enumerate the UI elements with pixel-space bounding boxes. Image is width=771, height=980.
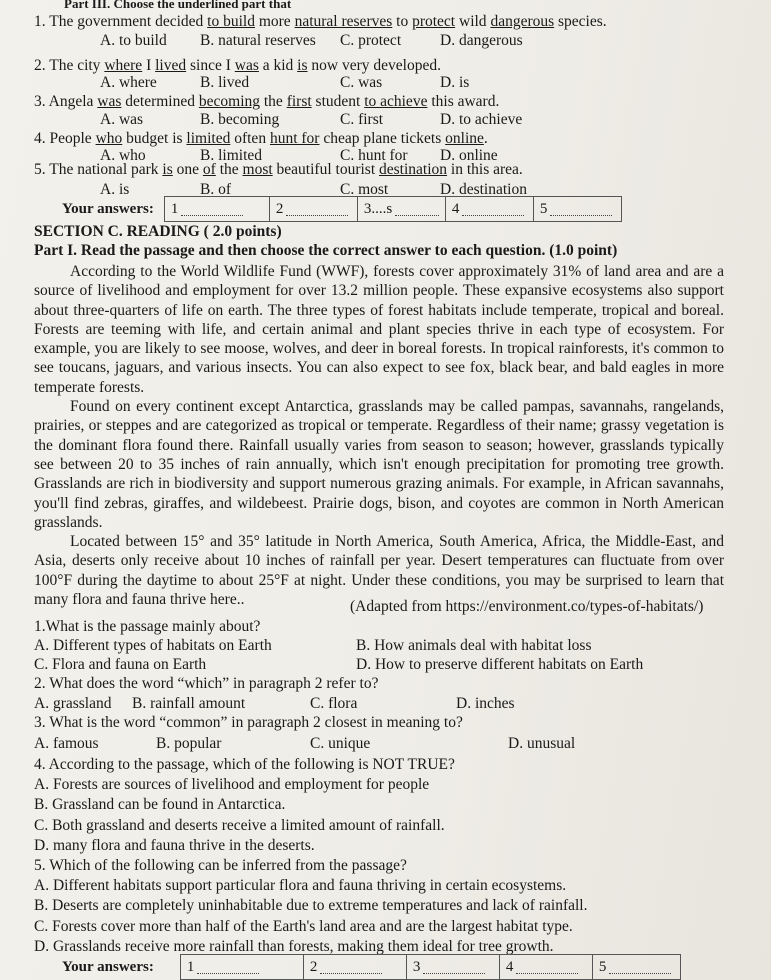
stem-text: wild bbox=[455, 13, 491, 30]
stem-text: since I bbox=[186, 57, 235, 74]
reading-option[interactable]: B. popular bbox=[156, 735, 222, 752]
underlined-part: of bbox=[202, 161, 216, 178]
answer-slot[interactable] bbox=[357, 197, 445, 221]
passage bbox=[34, 262, 724, 609]
answer-slot-number: 2 bbox=[275, 200, 284, 217]
answer-slot-number: 3....s bbox=[363, 200, 393, 217]
reading-option[interactable]: A. famous bbox=[34, 735, 99, 752]
answer-slot-number: 1 bbox=[170, 200, 179, 217]
answer-blank[interactable] bbox=[550, 203, 612, 216]
reading-option[interactable]: C. Forests cover more than half of the Earth's land area and are the largest habitat type. bbox=[34, 918, 573, 935]
stem-text: beautiful tourist bbox=[272, 161, 379, 178]
reading-option[interactable]: B. How animals deal with habitat loss bbox=[356, 637, 592, 654]
stem-text: in this area. bbox=[447, 161, 523, 178]
underlined-part: to build bbox=[207, 13, 255, 30]
stem-text: cheap plane tickets bbox=[319, 130, 446, 147]
part3-option[interactable]: C. protect bbox=[340, 32, 402, 49]
stem-text: 2. The city bbox=[34, 57, 105, 74]
paragraph-2: Found on every continent except Antarctica, grasslands may be called pampas, savannahs, rangelands, prairies, or steppes and are categorized as tropical or temperate. Regardless of their name; grassy vegetation is the dominant flora found there. Rainfall usually varies from season to season; however, grasslands typically see between 20 to 35 inches of rain annually, which isn't enough precipitation for promoting tree growth. Grasslands are rich in biodiversity and support numerous grazing animals. For example, in African savannahs, you'll find zebras, giraffes, and wildebeest. Prairie dogs, bison, and coyotes are common in North American grasslands. bbox=[34, 398, 724, 531]
answer-slot[interactable] bbox=[165, 197, 269, 221]
part3-option[interactable]: B. of bbox=[200, 181, 231, 198]
underlined-part: protect bbox=[412, 13, 456, 30]
underlined-part: was bbox=[234, 57, 259, 74]
stem-text: budget is bbox=[122, 130, 187, 147]
answer-blank[interactable] bbox=[181, 203, 243, 216]
underlined-part: lived bbox=[155, 57, 187, 74]
stem-text: 5. The national park bbox=[34, 161, 163, 178]
reading-option[interactable]: B. rainfall amount bbox=[132, 695, 246, 712]
answer-slot-number: 4 bbox=[505, 958, 514, 975]
part3-option[interactable]: D. destination bbox=[440, 181, 527, 198]
answer-blank[interactable] bbox=[197, 961, 259, 974]
underlined-part: destination bbox=[379, 161, 448, 178]
stem-text: this award. bbox=[427, 93, 500, 110]
answers-label: Your answers: bbox=[62, 958, 154, 975]
part3-option[interactable]: C. first bbox=[340, 111, 384, 128]
part3-title: Part III. Choose the underlined part that bbox=[64, 0, 292, 11]
stem-text: . bbox=[483, 130, 488, 147]
reading-option[interactable]: B. Grassland can be found in Antarctica. bbox=[34, 796, 286, 813]
part3-question bbox=[34, 92, 499, 111]
part1-heading: Part I. Read the passage and then choose the correct answer to each question. (1.0 point) bbox=[34, 242, 618, 259]
part3-question bbox=[34, 12, 607, 31]
reading-question-stem: 3. What is the word “common” in paragraph 2 closest in meaning to? bbox=[34, 714, 463, 731]
answers-label: Your answers: bbox=[62, 200, 154, 217]
part3-option[interactable]: B. becoming bbox=[200, 111, 280, 128]
reading-option[interactable]: A. grassland bbox=[34, 695, 112, 712]
answer-blank[interactable] bbox=[462, 203, 524, 216]
answer-slot-number: 3 bbox=[412, 958, 421, 975]
paragraph-3: Located between 15° and 35° latitude in North America, South America, Africa, the Middle-East, and Asia, deserts only receive about 10 inches of rainfall per year. Desert temperatures can fluctuate from over 100°F during the daytime to about 25°F at night. Under these conditions, you may be surprised to learn that many flora and fauna thrive here.. bbox=[34, 533, 724, 609]
stem-text: student bbox=[311, 93, 365, 110]
part3-option[interactable]: A. who bbox=[100, 147, 146, 164]
answer-slot[interactable] bbox=[269, 197, 357, 221]
stem-text: I bbox=[142, 57, 156, 74]
part3-option[interactable]: A. where bbox=[100, 74, 157, 91]
part3-option[interactable]: B. natural reserves bbox=[200, 32, 316, 49]
part3-option[interactable]: D. dangerous bbox=[440, 32, 523, 49]
answer-blank[interactable] bbox=[609, 961, 671, 974]
reading-option[interactable]: D. unusual bbox=[508, 735, 576, 752]
underlined-part: first bbox=[286, 93, 312, 110]
part3-option[interactable]: C. was bbox=[340, 74, 383, 91]
part3-option[interactable]: D. to achieve bbox=[440, 111, 523, 128]
stem-text: 4. People bbox=[34, 130, 96, 147]
answer-blank[interactable] bbox=[286, 203, 348, 216]
reading-option[interactable]: A. Forests are sources of livelihood and employment for people bbox=[34, 776, 430, 793]
reading-option[interactable]: C. unique bbox=[310, 735, 371, 752]
paragraph-1: According to the World Wildlife Fund (WWF), forests cover approximately 31% of land area and are a source of livelihood and employment for over 13.2 million people. These expansive ecosystems also support about three-quarters of life on earth. The three types of forest habitats include temperate, tropical and boreal. Forests are teeming with life, and certain animal and plant species thrive in each type of ecosystem. For example, you are likely to see moose, wolves, and deer in boreal forests. In tropical rainforests, it's common to see toucans, jaguars, and various insects. You can also expect to see fox, black bear, and bald eagles in more temperate forests. bbox=[34, 263, 724, 396]
reading-option[interactable]: C. Both grassland and deserts receive a limited amount of rainfall. bbox=[34, 817, 445, 834]
stem-text: 3. Angela bbox=[34, 93, 98, 110]
reading-option[interactable]: D. How to preserve different habitats on Earth bbox=[356, 656, 644, 673]
underlined-part: natural reserves bbox=[294, 13, 393, 30]
part3-option[interactable]: C. most bbox=[340, 181, 389, 198]
answer-slot-number: 5 bbox=[539, 200, 548, 217]
stem-text: determined bbox=[121, 93, 199, 110]
answer-slot-number: 2 bbox=[309, 958, 318, 975]
stem-text: the bbox=[260, 93, 287, 110]
stem-text: species. bbox=[554, 13, 607, 30]
part3-option[interactable]: D. is bbox=[440, 74, 470, 91]
reading-option[interactable]: C. Flora and fauna on Earth bbox=[34, 656, 207, 673]
underlined-part: limited bbox=[186, 130, 231, 147]
underlined-part: most bbox=[242, 161, 273, 178]
reading-option[interactable]: A. Different types of habitats on Earth bbox=[34, 637, 272, 654]
reading-option[interactable]: D. inches bbox=[456, 695, 515, 712]
reading-option[interactable]: B. Deserts are completely uninhabitable due to extreme temperatures and lack of rainfall. bbox=[34, 897, 588, 914]
underlined-part: where bbox=[104, 57, 143, 74]
part3-option[interactable]: B. limited bbox=[200, 147, 262, 164]
answer-slot-number: 4 bbox=[451, 200, 460, 217]
answer-slot-number: 5 bbox=[598, 958, 607, 975]
reading-option[interactable]: A. Different habitats support particular flora and fauna thriving in certain ecosystems. bbox=[34, 877, 567, 894]
underlined-part: is bbox=[297, 57, 308, 74]
part3-option[interactable]: C. hunt for bbox=[340, 147, 408, 164]
answer-blank[interactable] bbox=[423, 961, 485, 974]
stem-text: one bbox=[172, 161, 203, 178]
part3-option[interactable]: A. is bbox=[100, 181, 130, 198]
underlined-part: is bbox=[162, 161, 173, 178]
part3-question bbox=[34, 160, 523, 179]
underlined-part: to achieve bbox=[364, 93, 428, 110]
underlined-part: becoming bbox=[198, 93, 260, 110]
reading-option[interactable]: D. Grasslands receive more rainfall than forests, making them ideal for tree growth. bbox=[34, 938, 554, 955]
answer-slot[interactable] bbox=[445, 197, 533, 221]
answer-blank[interactable] bbox=[516, 961, 578, 974]
answer-slot-number: 1 bbox=[186, 958, 195, 975]
reading-question-stem: 1.What is the passage mainly about? bbox=[34, 618, 261, 635]
reading-question-stem: 4. According to the passage, which of the following is NOT TRUE? bbox=[34, 756, 455, 773]
answer-slot[interactable] bbox=[406, 955, 499, 979]
underlined-part: hunt for bbox=[269, 130, 320, 147]
stem-text: a kid bbox=[258, 57, 298, 74]
reading-question-stem: 2. What does the word “which” in paragraph 2 refer to? bbox=[34, 675, 379, 692]
answer-slot[interactable] bbox=[533, 197, 621, 221]
answer-slot[interactable] bbox=[181, 955, 303, 979]
stem-text: the bbox=[215, 161, 243, 178]
part3-option[interactable]: A. was bbox=[100, 111, 144, 128]
part3-answer-row bbox=[62, 196, 622, 222]
part3-option[interactable]: D. online bbox=[440, 147, 498, 164]
reading-question-stem: 5. Which of the following can be inferred from the passage? bbox=[34, 857, 407, 874]
underlined-part: online bbox=[445, 130, 484, 147]
underlined-part: who bbox=[95, 130, 123, 147]
stem-text: now very developed. bbox=[307, 57, 441, 74]
reading-option[interactable]: C. flora bbox=[310, 695, 358, 712]
stem-text: often bbox=[230, 130, 270, 147]
answer-slot[interactable] bbox=[499, 955, 592, 979]
source-citation: (Adapted from https://environment.co/types-of-habitats/) bbox=[350, 598, 704, 615]
answer-slot[interactable] bbox=[592, 955, 680, 979]
underlined-part: dangerous bbox=[490, 13, 555, 30]
answer-blank[interactable] bbox=[395, 203, 439, 216]
stem-text: to bbox=[392, 13, 413, 30]
answer-blank[interactable] bbox=[320, 961, 382, 974]
section-c-heading: SECTION C. READING ( 2.0 points) bbox=[34, 223, 282, 240]
underlined-part: was bbox=[97, 93, 122, 110]
reading-option[interactable]: D. many flora and fauna thrive in the deserts. bbox=[34, 837, 315, 854]
stem-text: more bbox=[254, 13, 295, 30]
stem-text: 1. The government decided bbox=[34, 13, 208, 30]
reading-answer-row bbox=[62, 954, 681, 980]
part3-option[interactable]: A. to build bbox=[100, 32, 167, 49]
part3-option[interactable]: B. lived bbox=[200, 74, 250, 91]
answer-slot[interactable] bbox=[303, 955, 406, 979]
